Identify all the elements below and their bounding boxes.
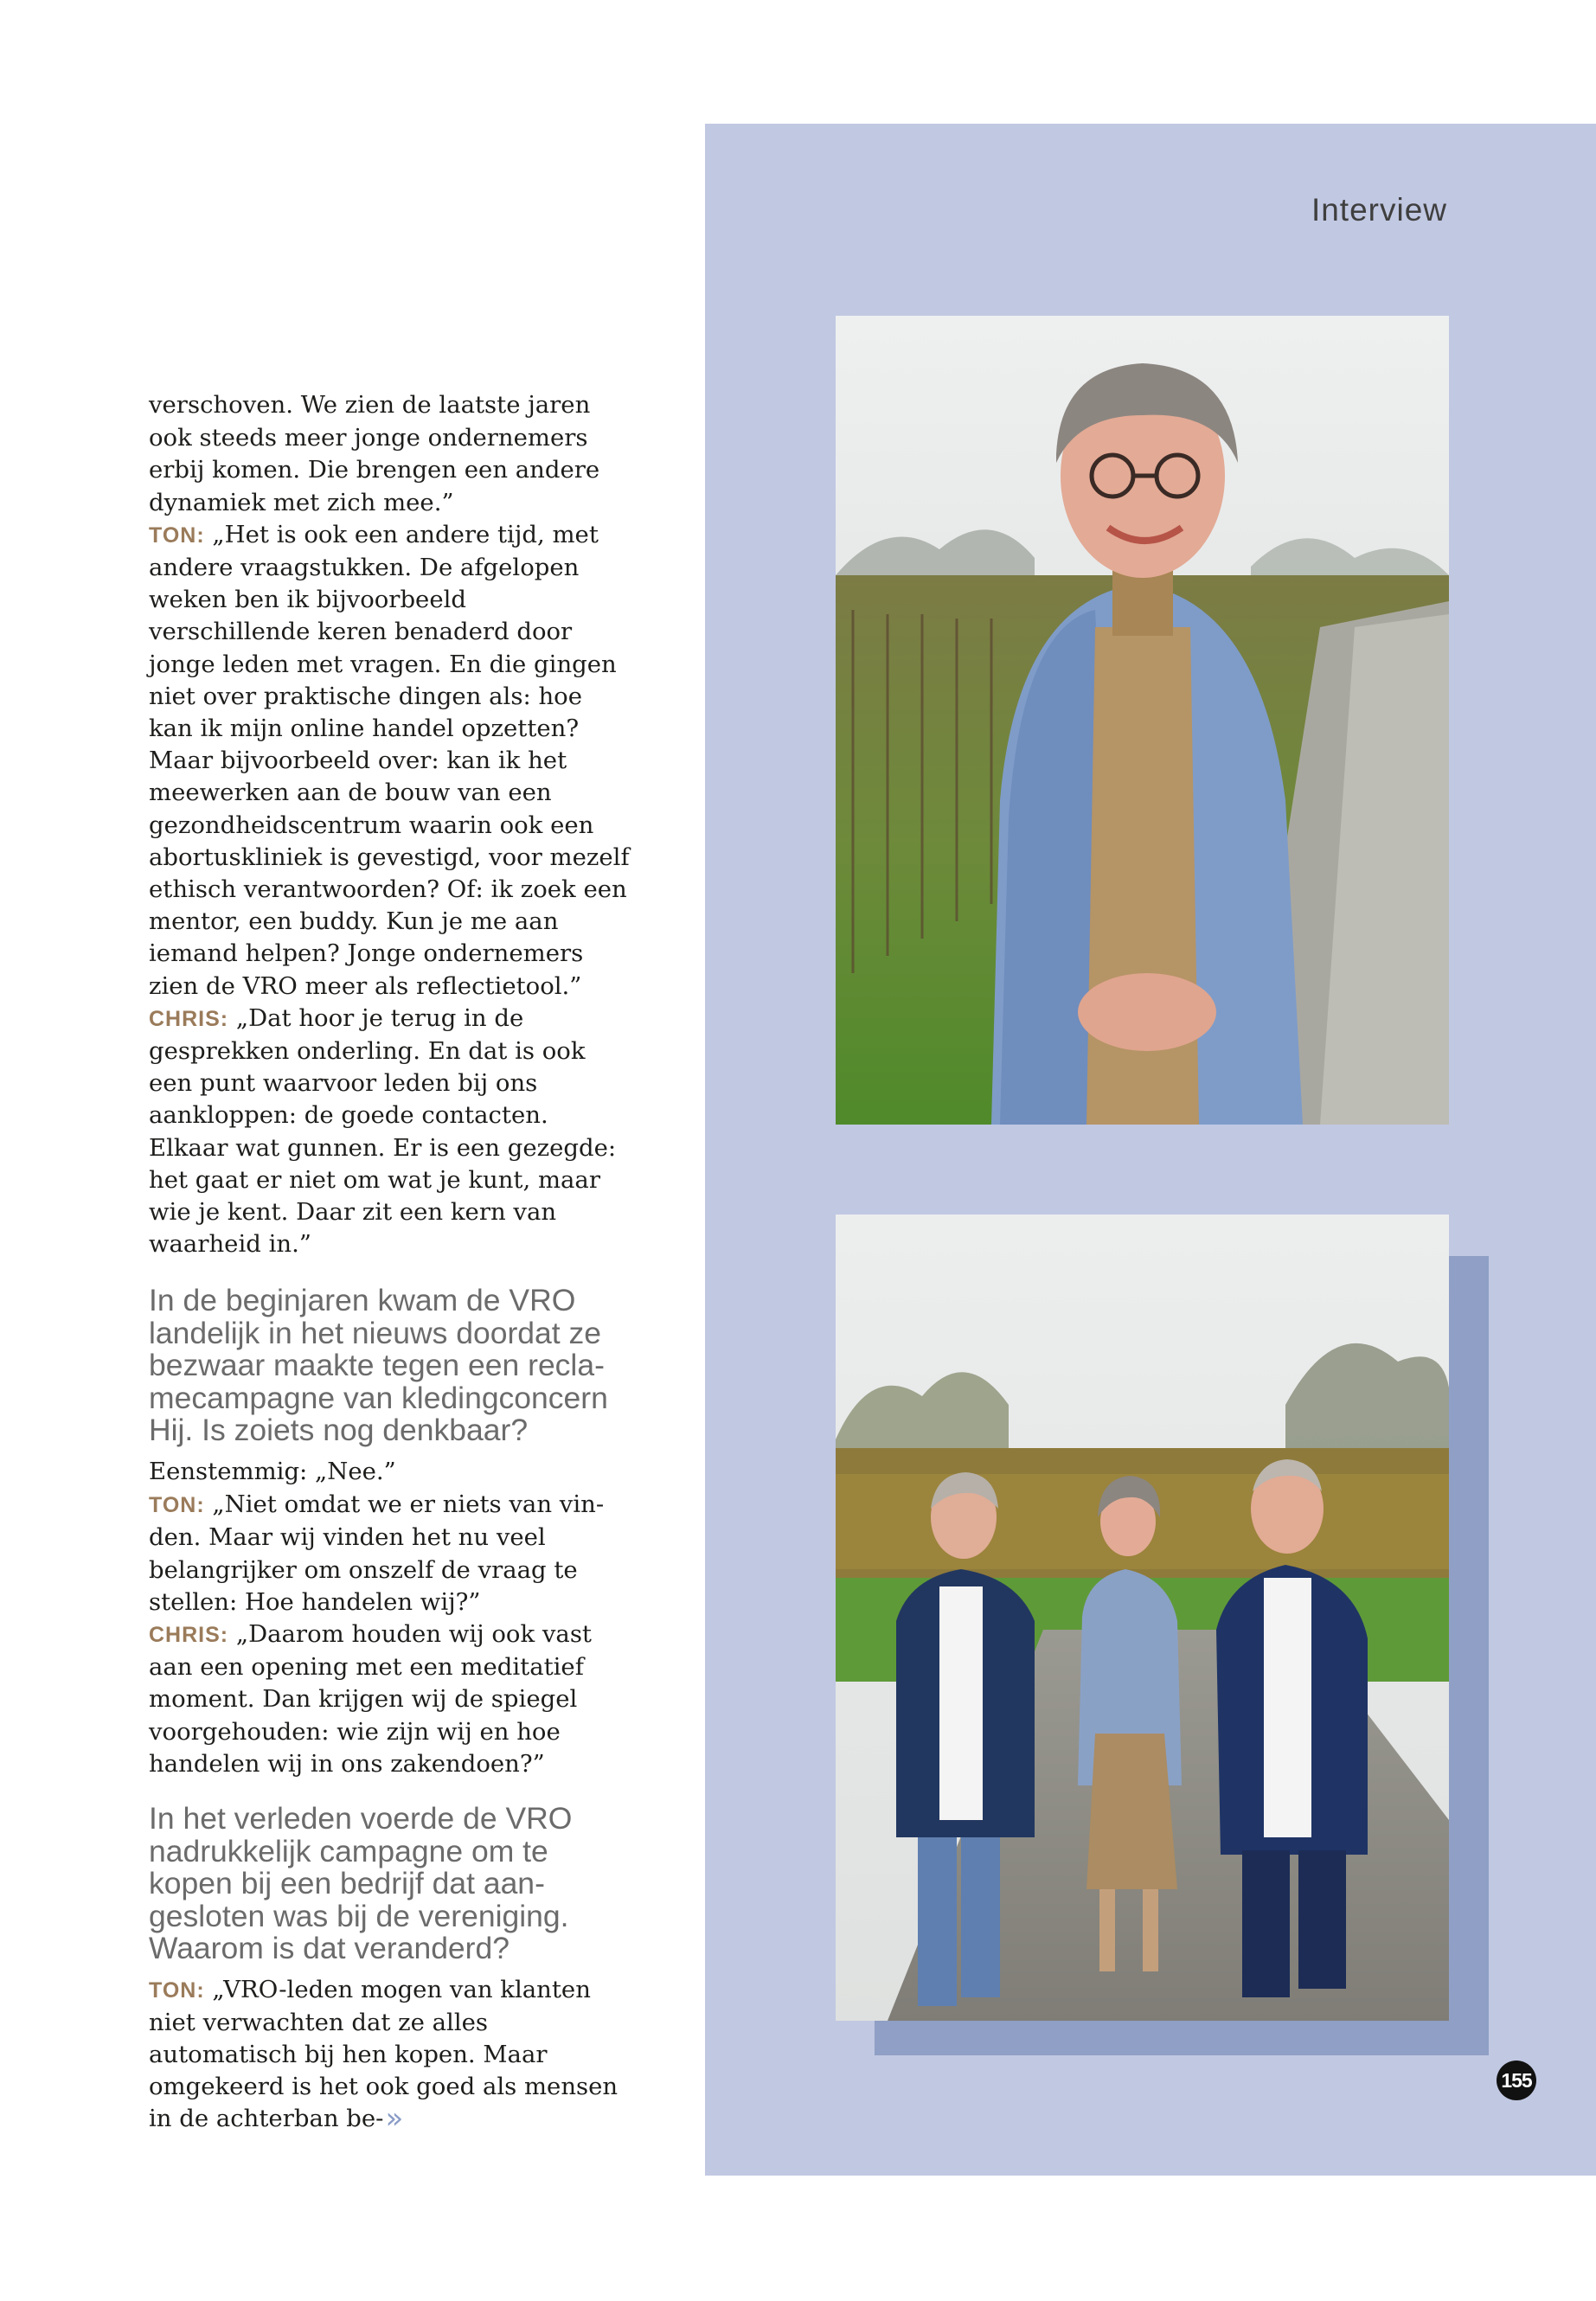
portrait-woman-photo xyxy=(836,316,1449,1125)
speaker-label: TON: xyxy=(149,522,205,548)
paragraph xyxy=(149,1456,633,1489)
paragraph xyxy=(149,1974,633,2136)
speaker-label: TON: xyxy=(149,1977,205,2003)
speaker-label: CHRIS: xyxy=(149,1623,229,1647)
paragraph xyxy=(149,389,633,519)
speaker-label: CHRIS: xyxy=(149,1006,229,1031)
paragraph-text: „VRO-leden mogen van klanten niet verwachten dat ze alles automatisch bij hen kopen. Maar omgekeerd is het ook goed als mensen in de achterban be- xyxy=(149,1975,619,2133)
paragraph xyxy=(149,1618,633,1780)
interview-question: In het verleden voerde de VRO nadrukkelijk campagne om te kopen bij een bedrijf dat aangesloten was bij de vereniging. Waarom is dat veranderd? xyxy=(149,1801,573,1966)
section-label: Interview xyxy=(1311,192,1447,228)
paragraph xyxy=(149,1489,633,1618)
double-chevron-right-icon: » xyxy=(385,2101,404,2137)
paragraph-text: „Dat hoor je terug in de gesprekken onderling. En dat is ook een punt waarvoor leden bij ons aankloppen: de goede contacten. Elkaar wat gunnen. Er is een gezegde: het gaat er niet om wat je kunt, maar wie je kent. Daar zit een kern van waarheid in.” xyxy=(149,1003,617,1259)
paragraph-text: „Het is ook een andere tijd, met andere vraagstukken. De afgelopen weken ben ik bijvoorbeeld verschillende keren benaderd door jonge leden met vragen. En die gingen niet over praktische dingen als: hoe kan ik mijn online handel opzetten? Maar bijvoorbeeld over: kan ik het meewerken aan de bouw van een gezondheidscentrum waarin ook een abortuskliniek is gevestigd, voor mezelf ethisch verantwoorden? Of: ik zoek een mentor, een buddy. Kun je me aan iemand helpen? Jonge ondernemers zien de VRO meer als reflectietool.” xyxy=(149,520,630,1000)
paragraph xyxy=(149,519,633,1003)
paragraph-text: „Daarom houden wij ook vast aan een opening met een meditatief moment. Dan krijgen wij de spiegel voorgehouden: wie zijn wij en hoe handelen wij in ons zakendoen?” xyxy=(149,1620,592,1778)
interview-question: In de beginjaren kwam de VRO landelijk in het nieuws doordat ze bezwaar maakte tegen een reclamecampagne van kledingconcern Hij. Is zoiets nog denkbaar? xyxy=(149,1283,608,1448)
article-body xyxy=(149,389,633,2136)
paragraph-text: „Niet omdat we er niets van vinden. Maar wij vinden het nu veel belangrijker om onszelf de vraag te stellen: Hoe handelen wij?” xyxy=(149,1490,605,1616)
paragraph-text: verschoven. We zien de laatste jaren ook steeds meer jonge ondernemers erbij komen. Die brengen een andere dynamiek met zich mee.” xyxy=(149,391,600,516)
page-number: 155 xyxy=(1497,2061,1536,2100)
paragraph-text: Eenstemmig: „Nee.” xyxy=(149,1457,396,1485)
paragraph xyxy=(149,1003,633,1261)
three-people-walking-photo xyxy=(836,1215,1449,2021)
speaker-label: TON: xyxy=(149,1493,205,1518)
